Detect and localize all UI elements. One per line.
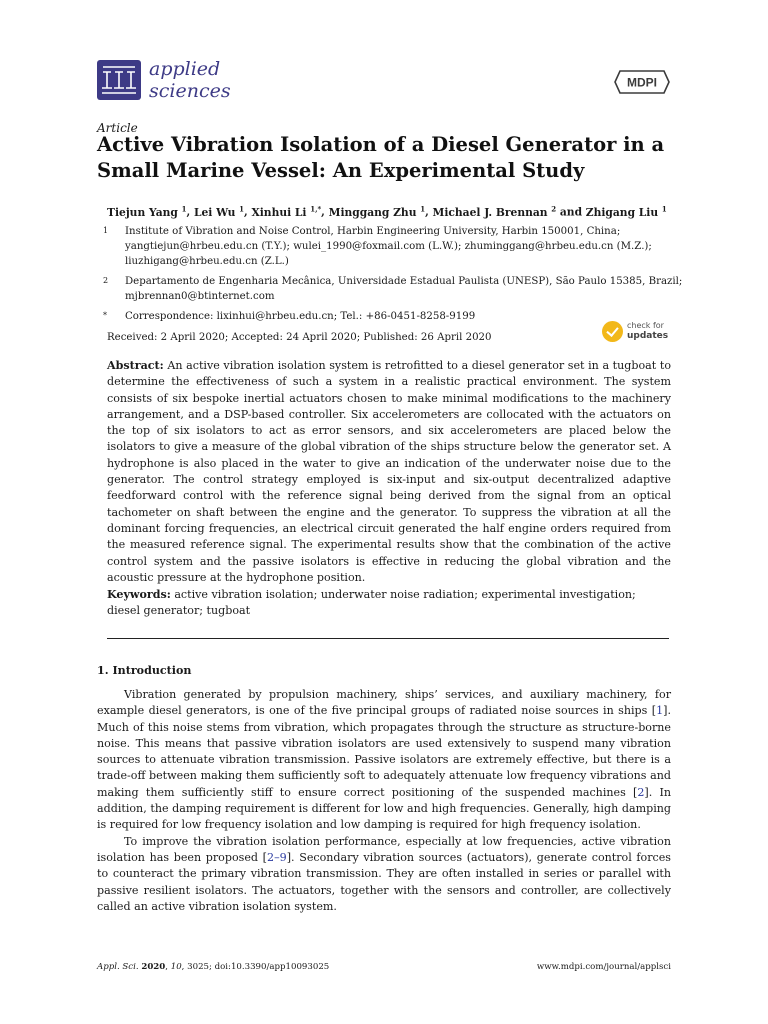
- abstract-label: Abstract:: [107, 359, 164, 372]
- doi: , 3025; doi:10.3390/app10093025: [181, 962, 330, 972]
- year: 2020: [141, 962, 166, 972]
- paragraph-text: Vibration generated by propulsion machinery, ships’ services, and auxiliary machinery, for example diesel generators, is one of the five principal groups of radiated noise sources in ships [: [97, 688, 671, 718]
- journal-name: [149, 58, 231, 102]
- author-affiliation-mark: 1: [661, 204, 667, 213]
- check-icon: [602, 321, 623, 342]
- volume: 10: [170, 962, 182, 972]
- author-affiliation-mark: 1: [239, 204, 244, 213]
- author-separator: ,: [321, 205, 329, 219]
- publisher-name: MDPI: [627, 75, 657, 90]
- author-name[interactable]: Lei Wu $^1$: [193, 204, 244, 219]
- author-separator: ,: [244, 205, 252, 219]
- paragraph-text: ]. In addition, the damping requirement is different for low and high frequencies. Generally, high damping is required for low frequency isolation and low damping is required for high frequency isolation.: [97, 785, 671, 832]
- journal-url[interactable]: www.mdpi.com/journal/applsci: [536, 962, 671, 972]
- author-affiliation-mark: 2: [551, 204, 557, 213]
- affiliation-2: [103, 274, 683, 304]
- author-separator: and: [556, 205, 586, 219]
- author-affiliation-mark: 1: [181, 204, 187, 213]
- paragraph-text: ]. Secondary vibration sources (actuators), generate control forces to counteract the primary vibration transmission. They are often installed in series or parallel with passive resilient isolators. The actuators, together with the sensors and controller, are collectively called an active vibration isolation system.: [97, 850, 671, 913]
- affiliations: [103, 224, 683, 329]
- section-body: [97, 687, 671, 915]
- affiliation-number: 1: [103, 226, 109, 235]
- journal-name-line2: sciences: [149, 80, 231, 102]
- paragraph-text: ]. Much of this noise stems from vibration, which propagates through the structure as structure-borne noise. This means that passive vibration isolators are used extensively to suspend many vibration sources to attenuate vibration transmission. Passive isolators are extremely effective, but there is a trade-off between making them sufficiently soft to adequately attenuate low frequency vibrations and making them sufficiently stiff to ensure correct positioning of the suspended machines [: [97, 704, 671, 799]
- badge-line2: updates: [627, 331, 669, 341]
- correspondence-text: Correspondence: lixinhui@hrbeu.edu.cn; Tel.: +86-0451-8258-9199: [125, 311, 476, 322]
- affiliation-text: Departamento de Engenharia Mecânica, Universidade Estadual Paulista (UNESP), São Paulo 15385, Brazil; mjbrennan0@btinternet.com: [125, 276, 683, 302]
- keywords-text: active vibration isolation; underwater noise radiation; experimental investigation; diesel generator; tugboat: [107, 588, 636, 618]
- paper-title: Active Vibration Isolation of a Diesel Generator in a Small Marine Vessel: An Experimental Study: [97, 133, 665, 182]
- section-divider: [107, 638, 669, 639]
- author-affiliation-mark: 1,*: [310, 204, 322, 213]
- paragraph: [97, 834, 671, 915]
- badge-line1: check for: [627, 321, 664, 330]
- author-separator: ,: [186, 205, 194, 219]
- paragraph: [97, 687, 671, 834]
- correspondence-marker: *: [103, 311, 107, 320]
- citation-link[interactable]: 2–9: [267, 850, 287, 864]
- check-for-updates-badge[interactable]: [602, 320, 674, 344]
- author-affiliation-mark: 1: [420, 204, 426, 213]
- author-name[interactable]: Zhigang Liu $^1$: [585, 204, 667, 219]
- journal-abbreviation: Appl. Sci.: [97, 962, 139, 972]
- publication-dates: Received: 2 April 2020; Accepted: 24 April 2020; Published: 26 April 2020: [107, 332, 492, 343]
- affiliation-number: 2: [103, 276, 109, 285]
- article-type: Article: [97, 121, 138, 135]
- author-separator: ,: [425, 205, 433, 219]
- author-list: [107, 204, 707, 219]
- section-heading: 1. Introduction: [97, 664, 192, 677]
- correspondence: [103, 309, 683, 324]
- author-name[interactable]: Minggang Zhu $^1$: [328, 204, 426, 219]
- publisher-logo: [614, 68, 670, 96]
- journal-emblem-icon: [97, 60, 141, 100]
- keywords-label: Keywords:: [107, 588, 171, 601]
- author-name[interactable]: Tiejun Yang $^1$: [107, 204, 187, 219]
- author-name[interactable]: Michael J. Brennan $^2$: [432, 204, 557, 219]
- author-name[interactable]: Xinhui Li $^{1,*}$: [251, 204, 322, 219]
- citation-link[interactable]: 2: [637, 785, 645, 799]
- journal-name-line1: applied: [149, 58, 221, 80]
- journal-logo: [97, 57, 243, 105]
- affiliation-text: Institute of Vibration and Noise Control, Harbin Engineering University, Harbin 150001, China; yangtiejun@hrbeu.edu.cn (T.Y.); wulei_1990@foxmail.com (L.W.); zhuminggang@hrbeu.edu.cn (M.Z.); liuzhigang@hrbeu.edu.cn (Z.L.): [125, 226, 652, 267]
- citation-link[interactable]: 1: [656, 704, 664, 718]
- keywords: [107, 587, 671, 620]
- abstract-text: An active vibration isolation system is retrofitted to a diesel generator set in a tugboat to determine the effectiveness of such a system in a realistic practical environment. The system consists of six bespoke inertial actuators chosen to make minimal modifications to the machinery arrangement, and a DSP-based controller. Six accelerometers are collocated with the actuators on the top of six isolators to act as error sensors, and six accelerometers are placed below the isolators to give a measure of the global vibration of the ships structure below the generator set. A hydrophone is also placed in the water to give an indication of the underwater noise due to the generator. The control strategy employed is six-input and six-output decentralized adaptive feedforward control with the reference signal being derived from the signal from an optical tachometer on shaft between the engine and the generator. To suppress the vibration at all the dominant forcing frequencies, an electrical circuit generated the half engine orders required from the measured reference signal. The experimental results show that the combination of the active control system and the passive isolators is effective in reducing the global vibration and the acoustic pressure at the hydrophone position.: [107, 359, 671, 584]
- affiliation-1: [103, 224, 683, 269]
- abstract: [107, 358, 671, 586]
- paragraph-text: To improve the vibration isolation performance, especially at low frequencies, active vibration isolation has been proposed [: [97, 834, 671, 864]
- citation-line: Appl. Sci. 2020, 10, 3025; doi:10.3390/app10093025: [97, 962, 330, 972]
